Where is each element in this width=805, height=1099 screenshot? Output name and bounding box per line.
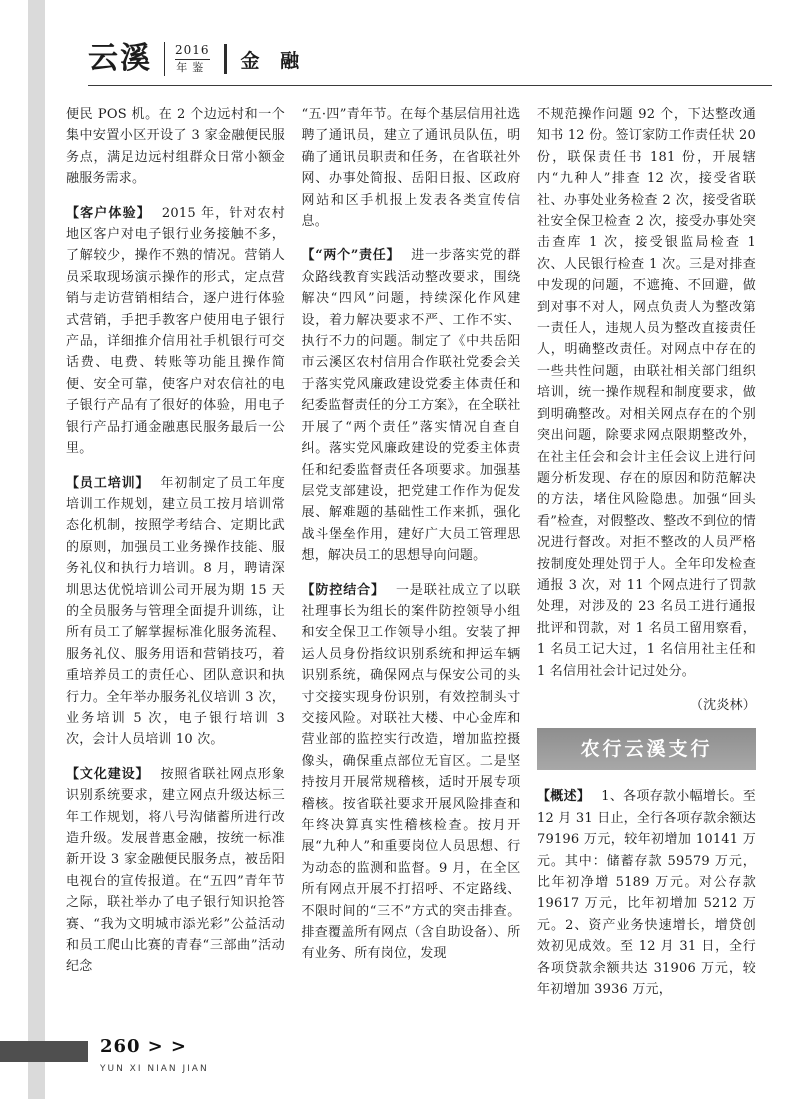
entry-body: 一是联社成立了以联社理事长为组长的案件防控领导小组和安全保卫工作领导小组。安装了押运人员身份指纹识别系统和押运车辆识别系统，确保网点与保安公司的头寸交接实现身份识别，有效控制头寸交接风险。对联社大楼、中心金库和营业部的监控实行改造，增加监控摄像头，确保重点部位无盲区。二是坚持按月开展常规稽核，适时开展专项稽核。按省联社要求开展风险排查和年终决算真实性稽核检查。按月开展“九种人”和重要岗位人员思想、行为动态的监测和监督。9 月，在全区所有网点开展不打招呼、不定路线、不限时间的“三不”方式的突击排查。排查覆盖所有网点（含自助设备）、所有业务、所有岗位，发现 (301, 582, 521, 962)
column-3 (537, 104, 756, 1024)
entry-body: 进一步落实党的群众路线教育实践活动整改要求，围绕解决“四风”问题，持续深化作风建设，着力解决要求不严、工作不实、执行不力的问题。制定了《中共岳阳市云溪区农村信用合作联社党委会关于落实党风廉政建设党委主体责任和纪委监督责任的分工方案》，在全联社开展了“两个责任”落实情况自查自纠。落实党风廉政建设的党委主体责任和纪委监督责任各项要求。加强基层党支部建设，把党建工作作为促发展、解难题的基础性工作来抓，强化战斗堡垒作用，建好广大员工管理思想，解决员工的思想导向问题。 (301, 248, 521, 564)
entry-body: 按照省联社网点形象识别系统要求，建立网点升级达标三年工作规划，将八号沟储蓄所进行改造升级。发展普惠金融，按统一标准新开设 3 家金融便民服务点，被岳阳电视台的宣传报道。在“五四”青年节之际，联社举办了电子银行知识抢答赛、“我为文明城市添光彩”公益活动和员工爬山比赛的青春“三部曲”活动纪念 (66, 766, 285, 975)
section-title: 金 融 (240, 49, 307, 72)
entry-heading: 【客户体验】 (66, 205, 151, 221)
page-header (88, 42, 772, 86)
entry-staff-training (66, 473, 285, 751)
entry-heading: 【概述】 (537, 789, 591, 805)
page-arrows: > > (147, 1036, 188, 1057)
entry-body: 2015 年，针对农村地区客户对电子银行业务接触不多，了解较少，操作不熟的情况。营销人员采取现场演示操作的形式，定点营销与走访营销相结合，逐户进行体验式营销，手把手教客户使用电子银行产品，详细推介信用社手机银行可交话费、电费、转账等功能且操作简便、安全可靠，使客户对农信社的电子银行产品有了很好的体验，用电子银行产品打通金融惠民服务最后一公里。 (66, 205, 285, 457)
yearbook-logo-title: 云溪 (88, 41, 152, 76)
text-columns (66, 104, 756, 1024)
entry-customer-experience (66, 203, 285, 460)
logo-divider-thick (224, 44, 227, 74)
entry-risk-control (302, 580, 521, 965)
logo-year-block (175, 44, 210, 74)
page-number-value: 260 (100, 1036, 141, 1057)
paragraph-continuation: 不规范操作问题 92 个，下达整改通知书 12 份。签订家防工作责任状 20 份，联保责任书 181 份，开展辖内“九种人”排查 12 次，接受省联社、办事处业务检查 2 次，接受省联社安全保卫检查 2 次，接受办事处突击查库 1 次，接受银监局检查 1 次、人民银行检查 1 次。三是对排查中发现的问题，不遮掩、不回避，做到对事不对人，网点负责人为整改第一责任人，违规人员为整改直接责任人，明确整改责任。对网点中存在的一些共性问题，由联社相关部门组织培训，统一操作规程和制度要求，做到明确整改。对相关网点存在的个别突出问题，除要求网点限期整改外，在社主任会和会计主任会议上进行问题分析发现、存在的原因和防范解决的方法，堵住风险隐患。加强“回头看”检查，对假整改、整改不到位的情况进行督改。对拒不整改的人员严格按制度处理处罚于人。全年印发检查通报 3 次，对 11 个网点进行了罚款处理，对涉及的 23 名员工进行通报批评和罚款，对 1 名员工留用察看，1 名员工记大过，1 名信用社主任和 1 名信用社会计记过处分。 (537, 107, 756, 679)
entry-culture-building (66, 764, 285, 978)
logo-subtitle: 年鉴 (176, 61, 209, 75)
entry-overview (537, 786, 756, 1000)
entry-heading: 【“两个”责任】 (301, 248, 401, 264)
column-2 (302, 104, 521, 1024)
paragraph-continuation: 便民 POS 机。在 2 个边远村和一个集中安置小区开设了 3 家金融便民服务点，满足边远村组群众日常小额金融服务需求。 (66, 107, 285, 187)
footer-bar (0, 1041, 88, 1062)
entry-heading: 【文化建设】 (66, 766, 150, 782)
logo-divider-thin (164, 42, 165, 76)
page-number (100, 1036, 187, 1057)
entry-heading: 【防控结合】 (301, 582, 385, 598)
entry-two-responsibilities (302, 245, 521, 566)
entry-heading: 【员工培训】 (66, 475, 150, 491)
author-attribution: （沈炎林） (689, 697, 756, 713)
page-footer-pinyin: YUN XI NIAN JIAN (100, 1064, 209, 1074)
entry-body: 1、各项存款小幅增长。至 12 月 31 日止，全行各项存款余额达 79196 万元，较年初增加 10141 万元。其中：储蓄存款 59579 万元，比年初净增 5189 万元。对公存款 19617 万元，比年初增加 5212 万元。2、资产业务快速增长，增贷创效初见成效。至 12 月 31 日，全行各项贷款余额共达 31906 万元，较年初增加 3936 万元， (537, 789, 756, 998)
entry-body: 年初制定了员工年度培训工作规划，建立员工按月培训常态化机制，按照学考结合、定期比武的原则，加强员工业务操作技能、服务礼仪和执行力培训。8 月，聘请深圳思达优悦培训公司开展为期 15 天的全员服务与管理全面提升训练，让所有员工了解掌握标准化服务流程、服务礼仪、服务用语和营销技巧，着重培养员工的责任心、团队意识和执行力。全年举办服务礼仪培训 3 次，业务培训 5 次，电子银行培训 3 次，会计人员培训 10 次。 (66, 475, 285, 748)
left-margin-strip (28, 0, 45, 1099)
paragraph-continuation: “五·四”青年节。在每个基层信用社选聘了通讯员，建立了通讯员队伍，明确了通讯员职责和任务，在省联社外网、办事处简报、岳阳日报、区政府网站和区手机报上发表各类宣传信息。 (301, 107, 521, 230)
section-banner-abc-yunxi-branch: 农行云溪支行 (537, 728, 756, 770)
column-1 (66, 104, 285, 1024)
logo-year: 2016 (175, 44, 210, 60)
